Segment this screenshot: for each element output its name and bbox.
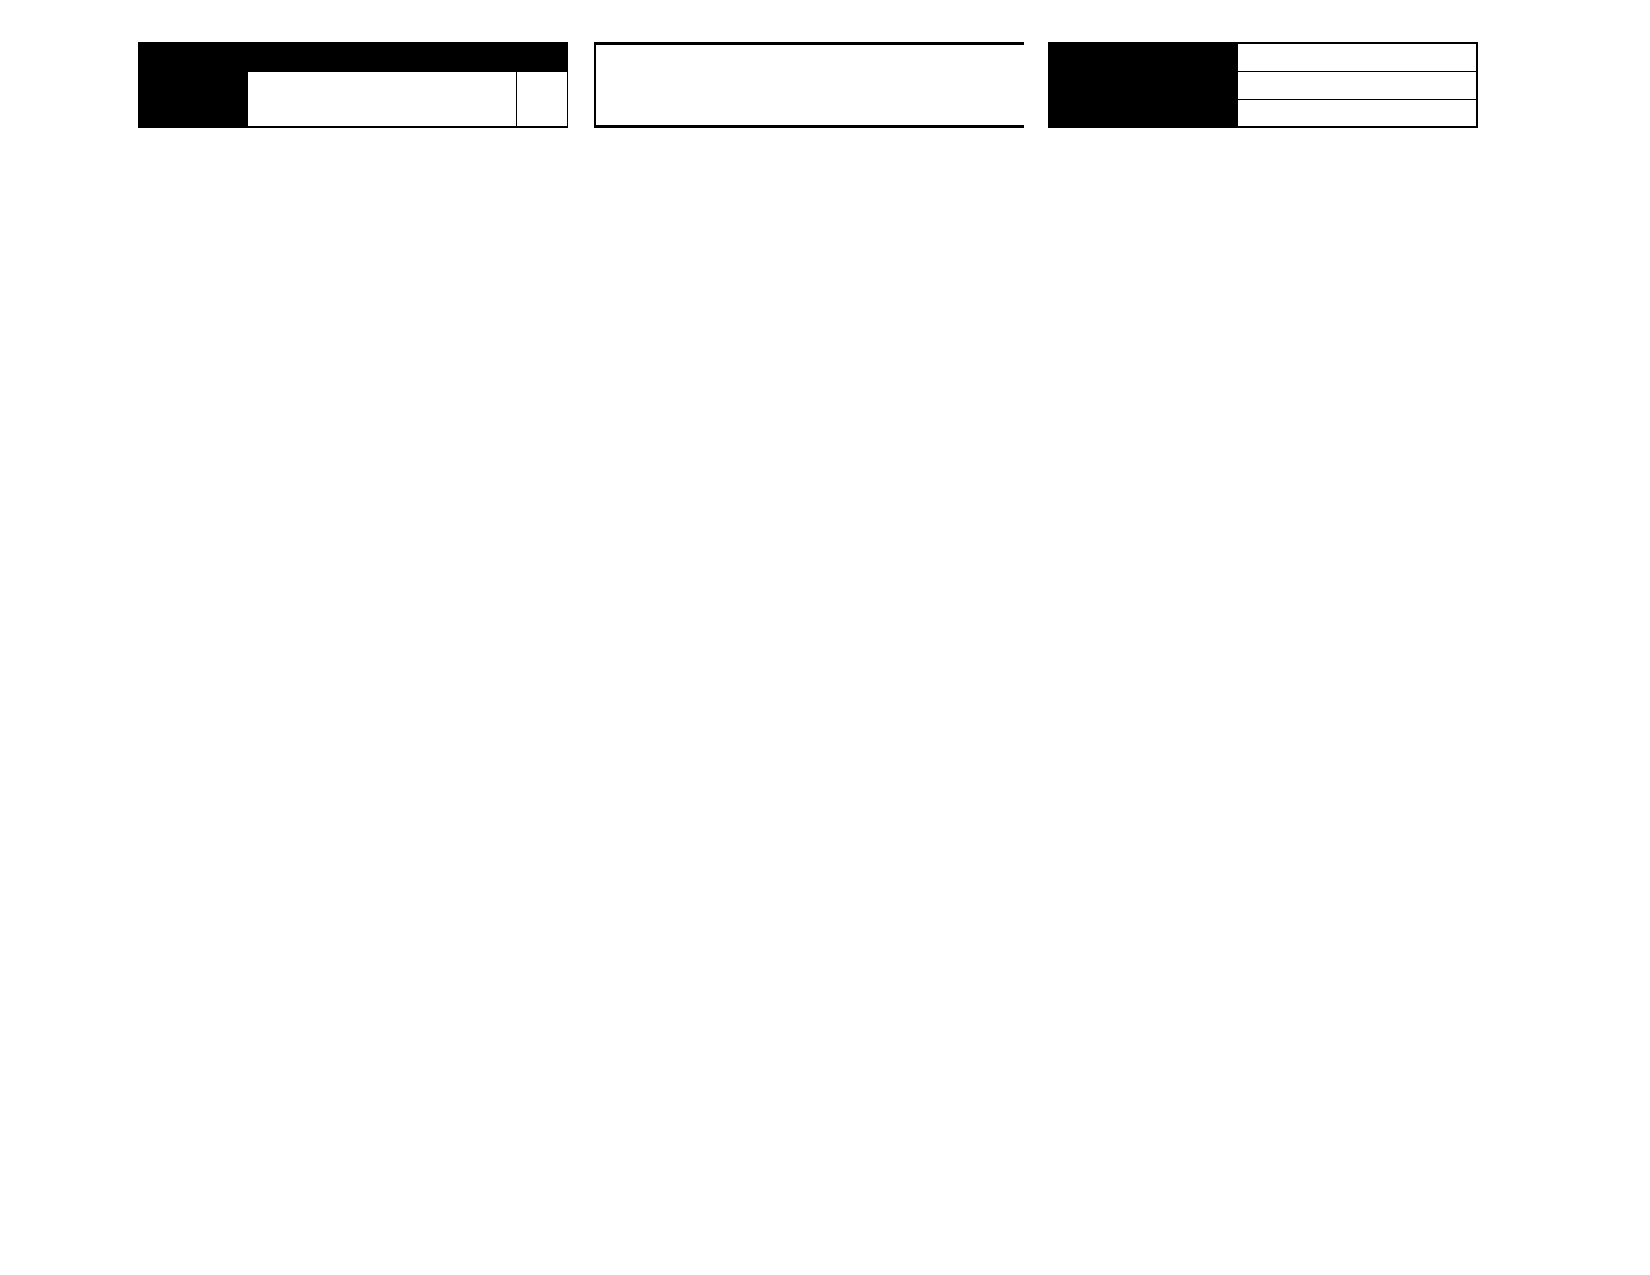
maxes-panel — [138, 42, 568, 128]
regulator-value-cell — [516, 72, 567, 126]
blank-header-panel — [1048, 42, 1478, 128]
maxes-values — [248, 72, 516, 126]
blank-black-block — [1050, 44, 1238, 126]
athlete-name-panel — [594, 42, 1024, 128]
